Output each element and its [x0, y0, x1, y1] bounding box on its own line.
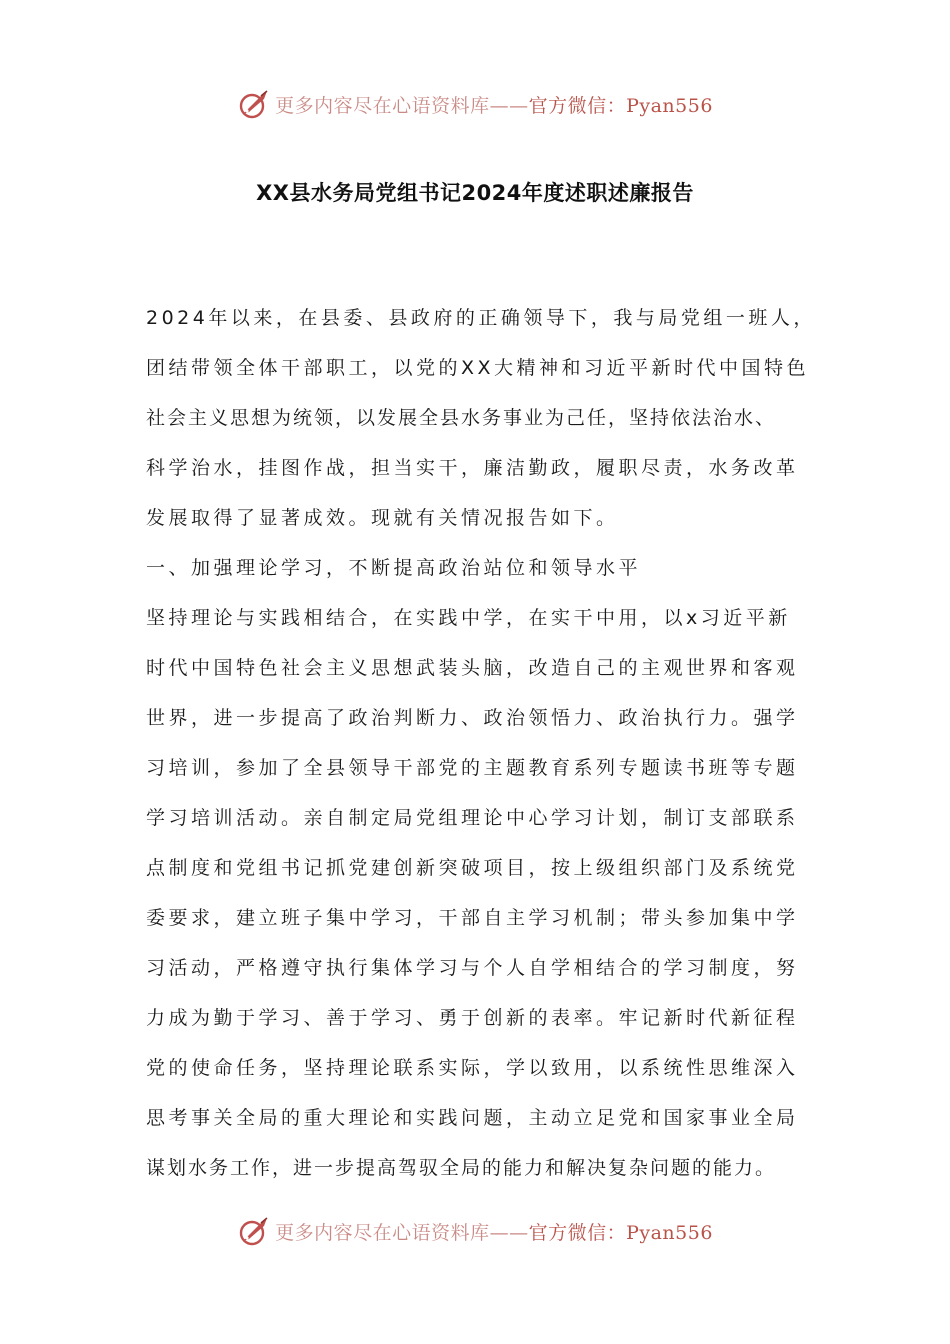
watermark-text: [275, 1218, 713, 1245]
body-line: 社会主义思想为统领，以发展全县水务事业为己任，坚持依法治水、: [146, 407, 777, 429]
body-line: 习培训，参加了全县领导干部党的主题教育系列专题读书班等专题: [146, 757, 799, 779]
body-line: 学习培训活动。亲自制定局党组理论中心学习计划，制订支部联系: [146, 807, 799, 829]
pen-nib-logo-icon: [237, 1214, 271, 1248]
body-line: 点制度和党组书记抓党建创新突破项目，按上级组织部门及系统党: [146, 857, 799, 879]
watermark-text: [275, 91, 713, 118]
pen-nib-logo-icon: [237, 87, 271, 121]
body-line: 时代中国特色社会主义思想武装头脑，改造自己的主观世界和客观: [146, 657, 799, 679]
watermark-contact: 官方微信：Pyan556: [528, 94, 713, 117]
body-line: 谋划水务工作，进一步提高驾驭全局的能力和解决复杂问题的能力。: [146, 1157, 777, 1179]
body-line: 委要求，建立班子集中学习，干部自主学习机制；带头参加集中学: [146, 907, 799, 929]
document-title: XX县水务局党组书记2024年度述职述廉报告: [256, 181, 694, 205]
body-line: 世界，进一步提高了政治判断力、政治领悟力、政治执行力。强学: [146, 707, 799, 729]
watermark-dash: ——: [489, 94, 529, 117]
body-line: 思考事关全局的重大理论和实践问题，主动立足党和国家事业全局: [146, 1107, 799, 1129]
body-line: 团结带领全体干部职工，以党的XX大精神和习近平新时代中国特色: [146, 357, 810, 379]
body-line: 党的使命任务，坚持理论联系实际，学以致用，以系统性思维深入: [146, 1057, 799, 1079]
body-line: 习活动，严格遵守执行集体学习与个人自学相结合的学习制度，努: [146, 957, 799, 979]
watermark-dash: ——: [489, 1221, 529, 1244]
document-body: [146, 296, 816, 1196]
section-heading: 一、加强理论学习，不断提高政治站位和领导水平: [146, 557, 642, 579]
watermark-slogan: 更多内容尽在心语资料库: [275, 1221, 490, 1244]
body-line: 发展取得了显著成效。现就有关情况报告如下。: [146, 507, 619, 529]
body-line: 坚持理论与实践相结合，在实践中学，在实干中用，以x习近平新: [146, 607, 791, 629]
body-line: 力成为勤于学习、善于学习、勇于创新的表率。牢记新时代新征程: [146, 1007, 799, 1029]
watermark-banner-bottom: [0, 1211, 950, 1251]
body-line: 2024年以来，在县委、县政府的正确领导下，我与局党组一班人，: [146, 307, 816, 329]
watermark-banner-top: [0, 84, 950, 124]
body-line: 科学治水，挂图作战，担当实干，廉洁勤政，履职尽责，水务改革: [146, 457, 799, 479]
watermark-slogan: 更多内容尽在心语资料库: [275, 94, 490, 117]
watermark-contact: 官方微信：Pyan556: [528, 1221, 713, 1244]
